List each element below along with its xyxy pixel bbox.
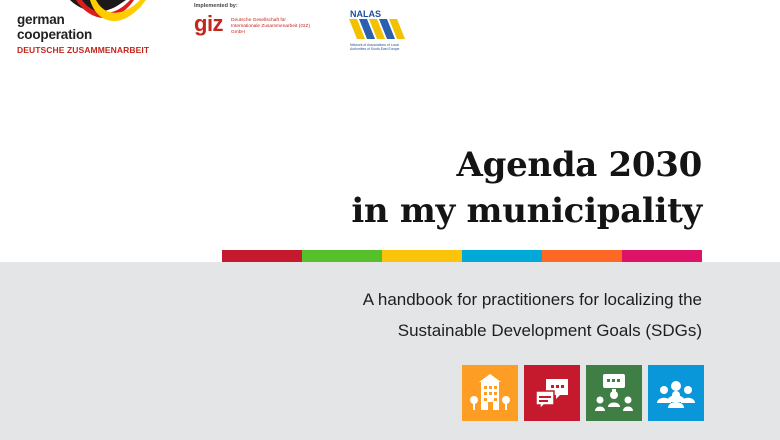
stripe-segment-4 [462, 250, 542, 262]
title-line-1: Agenda 2030 [456, 145, 702, 185]
stripe-segment-1 [222, 250, 302, 262]
giz-logo: giz [194, 11, 224, 36]
presentation-meeting-icon [586, 365, 642, 421]
giz-implemented-label: Implemented by: [194, 3, 238, 9]
people-group-icon [648, 365, 704, 421]
stripe-segment-6 [622, 250, 702, 262]
city-buildings-icon [462, 365, 518, 421]
sdg-color-stripe [222, 250, 702, 262]
subtitle-line-1: A handbook for practitioners for localizing the [362, 290, 702, 309]
subtitle-line-2: Sustainable Development Goals (SDGs) [397, 321, 702, 340]
stripe-segment-5 [542, 250, 622, 262]
nalas-full-name: Network of Associations of Local Authorities of South-East Europe [350, 43, 400, 51]
giz-full-name: Deutsche Gesellschaft für Internationale Zusammenarbeit (GIZ) GmbH [231, 18, 310, 35]
dialogue-bubbles-icon [524, 365, 580, 421]
german-cooperation-line2: cooperation [17, 27, 93, 42]
nalas-wordmark: NALAS [350, 9, 381, 19]
german-cooperation-logo [0, 0, 160, 60]
sdg-icon-row [462, 365, 704, 421]
german-cooperation-line1: german [17, 12, 65, 27]
stripe-segment-3 [382, 250, 462, 262]
stripe-segment-2 [302, 250, 382, 262]
german-cooperation-line3: DEUTSCHE ZUSAMMENARBEIT [17, 45, 150, 55]
title-line-2: in my municipality [351, 191, 702, 231]
